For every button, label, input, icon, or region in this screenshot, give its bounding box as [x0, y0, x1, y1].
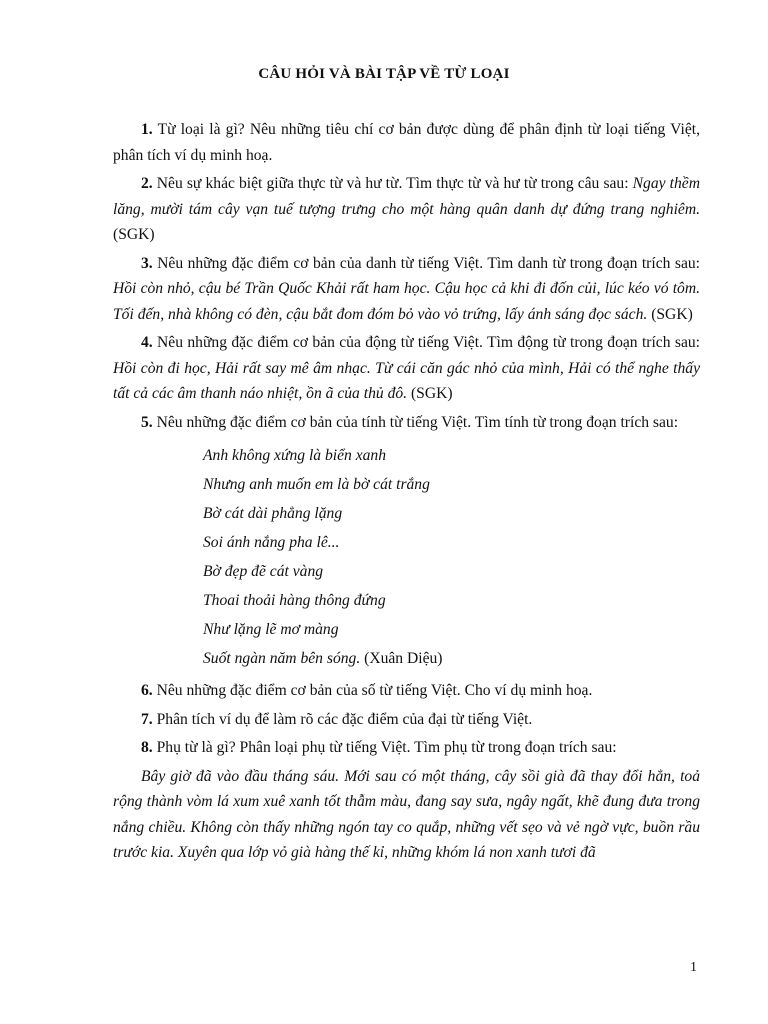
poem-line: Nhưng anh muốn em là bờ cát trắng: [203, 476, 430, 493]
poem-line: Như lặng lẽ mơ màng: [203, 621, 339, 638]
question-1: [113, 117, 700, 168]
poem-line: Anh không xứng là biển xanh: [203, 447, 387, 464]
question-3: [113, 251, 700, 328]
question-6: [113, 678, 700, 704]
question-number: 6.: [141, 682, 153, 699]
question-number: 7.: [141, 710, 153, 728]
question-8-excerpt: Bây giờ đã vào đầu tháng sáu. Mới sau có một tháng, cây sồi già đã thay đổi hẳn, toả rộng thành vòm lá xum xuê xanh tốt thẫm màu, đang say sưa, ngây ngất, khẽ đung đưa trong nắng chiều. Không còn thấy những ngón tay co quắp, những vết sẹo và vẻ ngờ vực, buồn rầu trước kia. Xuyên qua lớp vỏ già hàng thế kỉ, những khóm lá non xanh tươi đã: [113, 767, 700, 861]
poem-line: Thoai thoải hàng thông đứng: [203, 592, 386, 609]
question-4: [113, 330, 700, 407]
question-number: 3.: [141, 254, 153, 272]
page-title: CÂU HỎI VÀ BÀI TẬP VỀ TỪ LOẠI: [258, 66, 510, 82]
page-number: 1: [690, 960, 697, 975]
question-2: [113, 171, 700, 248]
question-7: [113, 707, 700, 733]
question-text: Phụ từ là gì? Phân loại phụ từ tiếng Việt. Tìm phụ từ trong đoạn trích sau:: [152, 739, 617, 756]
question-source: (SGK): [113, 226, 155, 243]
question-5: [113, 410, 700, 436]
question-text: Nêu sự khác biệt giữa thực từ và hư từ. Tìm thực từ và hư từ trong câu sau:: [152, 175, 633, 192]
question-text: Nêu những đặc điểm cơ bản của động từ tiếng Việt. Tìm động từ trong đoạn trích sau:: [152, 334, 700, 351]
question-quote: Hồi còn đi học, Hải rất say mê âm nhạc. Từ cái căn gác nhỏ của mình, Hải có thể nghe thấy tất cả các âm thanh náo nhiệt, ồn ã của thủ đô.: [113, 359, 700, 402]
poem-line-text: Suốt ngàn năm bên sóng.: [203, 650, 361, 667]
question-source: (SGK): [407, 385, 453, 402]
question-number: 4.: [141, 334, 153, 351]
poem-line: Bờ cát dài phẳng lặng: [203, 505, 343, 522]
poem-last-line: [203, 644, 700, 673]
question-8: [113, 735, 700, 761]
poem-line: Bờ đẹp đẽ cát vàng: [203, 563, 324, 580]
poem-source: (Xuân Diệu): [360, 650, 443, 667]
question-number: 8.: [141, 739, 153, 756]
question-number: 1.: [141, 121, 153, 138]
question-source: (SGK): [647, 305, 693, 323]
question-number: 2.: [141, 175, 153, 192]
question-text: Nêu những đặc điểm cơ bản của tính từ tiếng Việt. Tìm tính từ trong đoạn trích sau:: [152, 413, 679, 431]
poem-line: Soi ánh nắng pha lê...: [203, 534, 340, 551]
poem-excerpt: [203, 441, 700, 673]
question-text: Từ loại là gì? Nêu những tiêu chí cơ bản được dùng để phân định từ loại tiếng Việt, phân tích ví dụ minh hoạ.: [113, 121, 700, 164]
question-text: Nêu những đặc điểm cơ bản của số từ tiếng Việt. Cho ví dụ minh hoạ.: [152, 682, 593, 699]
question-quote: Hồi còn nhỏ, cậu bé Trần Quốc Khải rất ham học. Cậu học cả khi đi đốn củi, lúc kéo vó tôm. Tối đến, nhà không có đèn, cậu bắt đom đóm bỏ vào vỏ trứng, lấy ánh sáng đọc sách.: [113, 280, 700, 323]
question-number: 5.: [141, 413, 153, 431]
question-text: Phân tích ví dụ để làm rõ các đặc điểm của đại từ tiếng Việt.: [152, 710, 533, 728]
document-body: [113, 117, 700, 869]
question-text: Nêu những đặc điểm cơ bản của danh từ tiếng Việt. Tìm danh từ trong đoạn trích sau:: [152, 254, 700, 272]
question-quote: Ngay thềm lăng, mười tám cây vạn tuế tượng trưng cho một hàng quân danh dự đứng trang nghiêm.: [113, 175, 700, 218]
